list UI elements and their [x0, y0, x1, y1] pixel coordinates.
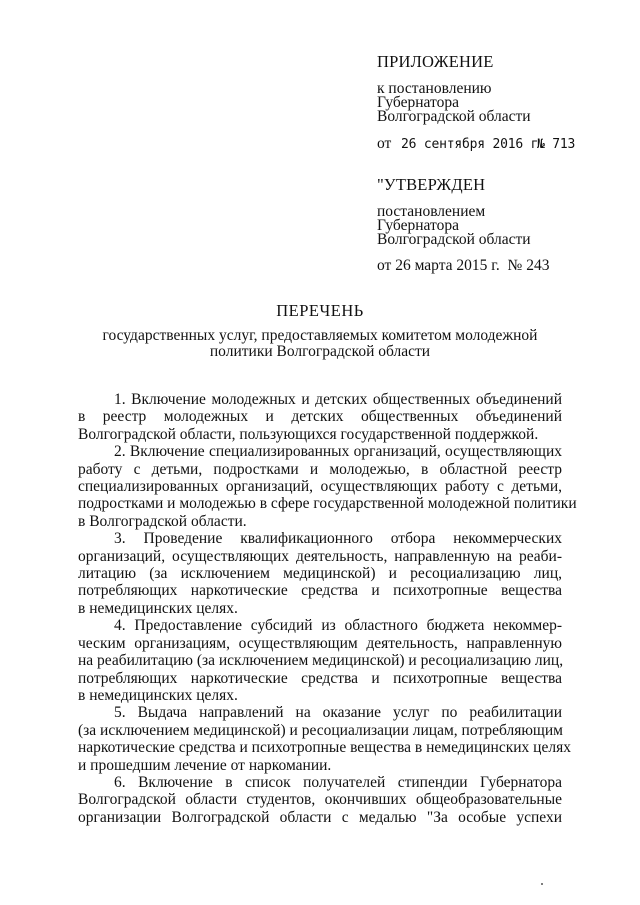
list-item [78, 774, 562, 826]
list-item-line: в немедицинских целях. [78, 599, 238, 617]
list-item [78, 530, 562, 617]
list-item-line: работу с детьми, подростками и молодежью, в областной реестр [78, 460, 562, 478]
list-item-line: Волгоградской области, пользующихся государственной поддержкой. [78, 425, 539, 443]
date-stamp: 26 сентября 2016 г. [401, 137, 546, 152]
list-item [78, 704, 571, 774]
list-item [78, 617, 562, 704]
list-item-line: 3. Проведение квалификационного отбора некоммерческих [114, 530, 562, 548]
list-item-line: наркотические средства и психотропные вещества в немедицинских целях [78, 739, 571, 757]
list-item-line: организации Волгоградской области с медалью "За особые успехи [78, 808, 562, 826]
list-item-line: потребляющих наркотические средства и психотропные вещества [78, 582, 562, 600]
to-resolution-label: к постановлению [377, 80, 492, 97]
list-item-line: в Волгоградской области. [78, 512, 247, 530]
list-item-line: 6. Включение в список получателей стипендии Губернатора [114, 773, 562, 791]
date-prefix: от [377, 135, 392, 152]
document-title: ПЕРЕЧЕНЬ [276, 301, 364, 320]
number-stamp: № 713 [537, 137, 576, 152]
list-item-line: 1. Включение молодежных и детских общественных объединений [114, 391, 562, 408]
list-item-line: 4. Предоставление субсидий из областного бюджета некоммер- [114, 617, 562, 635]
list-item-line: (за исключением медицинской) и ресоциализации лицам, потребляющим [78, 721, 563, 739]
document-subtitle-line-2: политики Волгоградской области [209, 343, 431, 360]
list-item-line: литацию (за исключением медицинской) и ресоциализацию лиц, [78, 565, 562, 583]
list-item-line: 5. Выдача направлений на оказание услуг по реабилитации [114, 704, 562, 722]
list-item-line: 2. Включение специализированных организаций, осуществляющих [114, 443, 562, 461]
region-label: Волгоградской области [377, 108, 531, 125]
approved-region-label: Волгоградской области [377, 231, 531, 248]
list-item-line: в реестр молодежных и детских общественных объединений [78, 408, 562, 426]
list-item-line: и прошедшим лечение от наркомании. [78, 756, 332, 774]
document-subtitle-line-1: государственных услуг, предоставляемых комитетом молодежной [102, 327, 538, 344]
list-item-line: в немедицинских целях. [78, 686, 238, 704]
services-list [78, 391, 577, 826]
list-item-line: Волгоградской области студентов, окончивших общеобразовательные [78, 791, 562, 809]
approved-label: "УТВЕРЖДЕН [377, 175, 486, 194]
approved-governor-label: Губернатора [377, 217, 459, 234]
governor-label: Губернатора [377, 94, 459, 111]
list-item-line: на реабилитацию (за исключением медицинской) и ресоциализацию лиц, [78, 652, 564, 670]
list-item [78, 391, 562, 443]
list-item-line: организаций, осуществляющих деятельность, направленную на реаби- [78, 547, 562, 565]
approved-date-label: от 26 марта 2015 г. № 243 [377, 257, 550, 274]
list-item [78, 443, 577, 530]
list-item-line: подростками и молодежью в сфере государственной молодежной политики [78, 495, 577, 513]
list-item-line: потребляющих наркотические средства и психотропные вещества [78, 669, 562, 687]
approved-by-label: постановлением [377, 203, 486, 220]
scan-speck [541, 883, 543, 885]
list-item-line: ческим организациям, осуществляющим деятельность, направленную [78, 634, 562, 652]
appendix-label: ПРИЛОЖЕНИЕ [377, 52, 494, 71]
list-item-line: специализированных организаций, осуществляющих работу с детьми, [78, 478, 562, 496]
